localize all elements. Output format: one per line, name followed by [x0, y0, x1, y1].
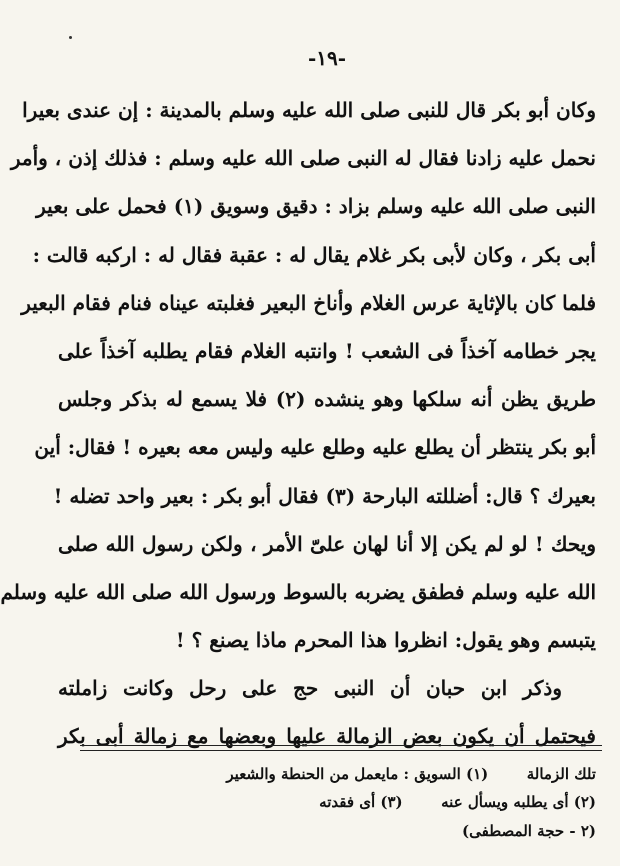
- text-line: طريق يظن أنه سلكها وهو ينشده (٢) فلا يسمع له بذكر وجلس: [58, 387, 596, 412]
- body-text: [0, 86, 596, 761]
- footnote-text: (١) السويق : مايعمل من الحنطة والشعير: [226, 765, 489, 783]
- text-line: أبى بكر ، وكان لأبى بكر غلام يقال له : عقبة فقال له : اركبه قالت :: [32, 242, 596, 267]
- footnote-text: (٢) أى يطلبه ويسأل عنه: [441, 793, 596, 811]
- footnote-line: [58, 760, 596, 788]
- print-speck: [69, 36, 72, 39]
- footnote-text: تلك الزمالة: [526, 765, 596, 783]
- text-line: نحمل عليه زادنا فقال له النبى صلى الله عليه وسلم : فذلك إذن ، وأمر: [10, 146, 596, 171]
- footnote-divider: [80, 745, 602, 746]
- signature-mark: (٢ - حجة المصطفى): [462, 822, 596, 840]
- text-line: الله عليه وسلم فطفق يضربه بالسوط ورسول الله صلى الله عليه وسلم: [0, 579, 596, 604]
- text-line: أبو بكر ينتظر أن يطلع عليه وطلع عليه وليس معه بعيره ! فقال: أين: [34, 435, 596, 460]
- text-line: فلما كان بالإثاية عرس الغلام وأناخ البعير فغلبته عيناه فنام فقام البعير: [21, 290, 596, 315]
- text-line: النبى صلى الله عليه وسلم بزاد : دقيق وسويق (١) فحمل على بعير: [36, 194, 596, 219]
- footnotes: [58, 760, 596, 816]
- text-line: وكان أبو بكر قال للنبى صلى الله عليه وسلم بالمدينة : إن عندى بعيرا: [22, 98, 596, 122]
- footnote-text: (٣) أى فقدته: [319, 793, 403, 811]
- footnote-divider: [80, 750, 602, 751]
- text-line: ويحك ! لو لم يكن إلا أنا لهان علىّ الأمر ، ولكن رسول الله صلى: [58, 531, 596, 556]
- text-line: يتبسم وهو يقول: انظروا هذا المحرم ماذا يصنع ؟ !: [175, 628, 596, 653]
- text-line: بعيرك ؟ قال: أضللته البارحة (٣) فقال أبو بكر : بعير واحد تضله !: [53, 483, 596, 508]
- text-line: يجر خطامه آخذاً فى الشعب ! وانتبه الغلام فقام يطلبه آخذاً على: [58, 338, 596, 363]
- footnote-line: [58, 788, 596, 816]
- text-line: فيحتمل أن يكون بعض الزمالة عليها وبعضها مع زمالة أبى بكر: [58, 724, 596, 749]
- page-number: -١٩-: [307, 46, 347, 70]
- text-line: وذكر ابن حبان أن النبى حج على رحل وكانت زاملته: [58, 676, 562, 701]
